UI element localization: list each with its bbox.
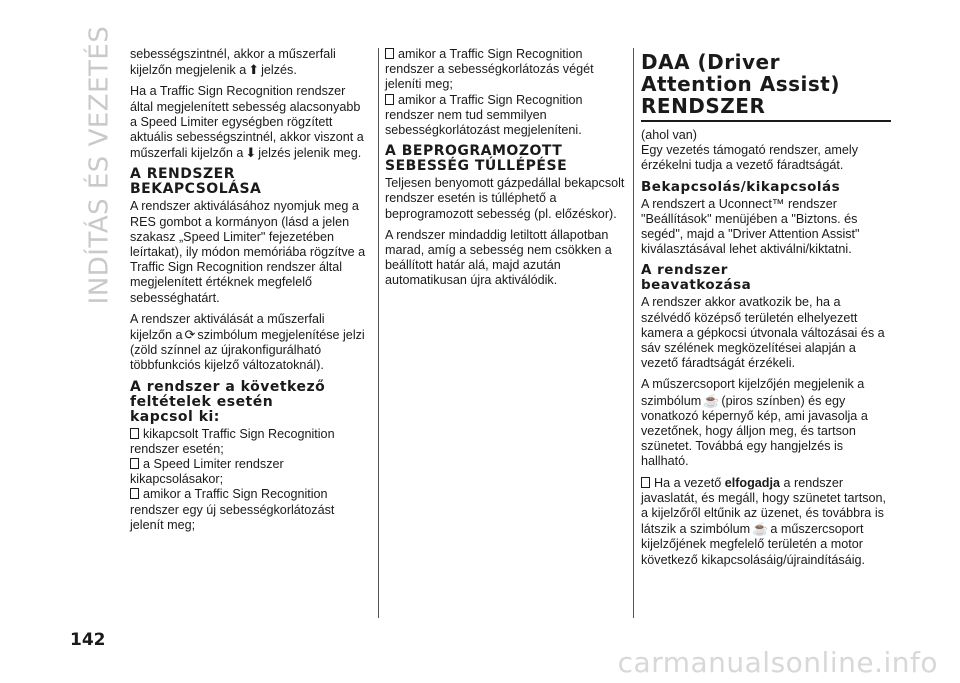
paragraph: A rendszer mindaddig letiltott állapotban marad, amíg a sebesség nem csökken a beállított határ alá, majd azután automatikusan újra aktiválódik. [385,227,612,288]
heading-intervention: A rendszer beavatkozása [641,262,752,294]
bullet-icon [385,48,394,59]
bullet-icon [641,477,650,488]
list-item: Ha a vezető elfogadja a rendszer javaslatát, és megáll, hogy szünetet tartson, a kijelzőről eltűnik az üzenet, és továbbra is látszik a szimbólum ☕ a műszercsoport kijelzőjének megfelelő területén a motor következő kikapcsolásáig/újraindításáig. [641,475,887,567]
paragraph: Teljesen benyomott gázpedállal bekapcsolt rendszer esetén is túlléphető a beprogramozott sebesség (pl. előzéskor). [385,176,625,221]
section-title-daa: DAA (Driver Attention Assist) RENDSZER [641,51,891,122]
column-3 [641,47,891,568]
sidebar-chapter-title: INDÍTÁS ÉS VEZETÉS [84,25,114,305]
heading-on-off: Bekapcsolás/kikapcsolás [641,178,841,195]
paragraph: Egy vezetés támogató rendszer, amely érzékelni tudja a vezető fáradtságát. [641,143,859,173]
column-2 [385,47,625,295]
column-1 [130,47,370,533]
paragraph: A rendszert a Uconnect™ rendszer "Beállítások" menüjében a "Biztons. és segéd", majd a "Driver Attention Assist" kiválasztásával lehet aktiválni/kiktatni. [641,196,860,257]
heading-deactivation: A rendszer a következő feltételek esetén kapcsol ki: [130,378,326,425]
arrow-up-icon: ⬆ [248,62,260,78]
column-divider-2 [633,48,634,618]
list-item: kikapcsolt Traffic Sign Recognition rendszer esetén; [130,426,335,456]
heading-exceeding-speed: A BEPROGRAMOZOTT SEBESSÉG TÚLLÉPÉSE [385,143,568,175]
list-item: amikor a Traffic Sign Recognition rendszer nem tud semmilyen sebességkorlátozást megjeleníteni. [385,92,583,138]
paragraph: sebességszintnél, akkor a műszerfali kijelzőn megjelenik a ⬆ jelzés. [130,47,336,78]
paragraph: (ahol van) [641,128,698,142]
paragraph: A műszercsoport kijelzőjén megjelenik a szimbólum ☕ (piros színben) és egy vonatkozó képernyő kép, ami javasolja a vezetőnek, hogy álljon meg, és tartson szünetet. Továbbá egy hangjelzés is hallható. [641,377,868,469]
bullet-icon [385,94,394,105]
paragraph: A rendszer aktiválását a műszerfali kijelzőn a ⟳ szimbólum megjelenítése jelzi (zöld színnel az újrakonfigurálható többfunkciós kijelző változatoknál). [130,311,365,373]
paragraph: Ha a Traffic Sign Recognition rendszer által megjelenített sebesség alacsonyabb a Speed Limiter egységben rögzített aktuális sebességszintnél, akkor viszont a műszerfali kijelzőn a ⬇ jelzés jelenik meg. [130,84,364,161]
speed-limiter-icon: ⟳ [184,327,196,343]
coffee-cup-icon: ☕ [703,392,720,408]
bullet-icon [130,488,139,499]
paragraph: A rendszer akkor avatkozik be, ha a szélvédő középső területén elhelyezett kamera a gépkocsi útvonala változásai és a sáv szélének megközelítései alapján a vezető fáradtságát érzékeli. [641,295,885,371]
page-number: 142 [70,630,106,650]
bullet-icon [130,458,139,469]
watermark: carmanualsonline.info [617,646,938,679]
coffee-cup-icon: ☕ [752,521,769,537]
arrow-down-icon: ⬇ [245,145,257,161]
column-divider-1 [378,48,379,618]
heading-activation: A RENDSZER BEKAPCSOLÁSA [130,166,262,198]
list-item: amikor a Traffic Sign Recognition rendszer egy új sebességkorlátozást jelenít meg; [130,487,335,532]
list-item: a Speed Limiter rendszer kikapcsolásakor; [130,457,284,487]
paragraph: A rendszer aktiválásához nyomjuk meg a RES gombot a kormányon (lásd a jelen szakasz „Speed Limiter" fejezetében leírtakat), ily módon memóriába rögzítve a Traffic Sign Recognition rendszer által megjelenített értéknek megfelelő sebességhatárt. [130,199,366,305]
list-item: amikor a Traffic Sign Recognition rendszer a sebességkorlátozás végét jeleníti meg; [385,47,594,92]
bullet-icon [130,428,139,439]
